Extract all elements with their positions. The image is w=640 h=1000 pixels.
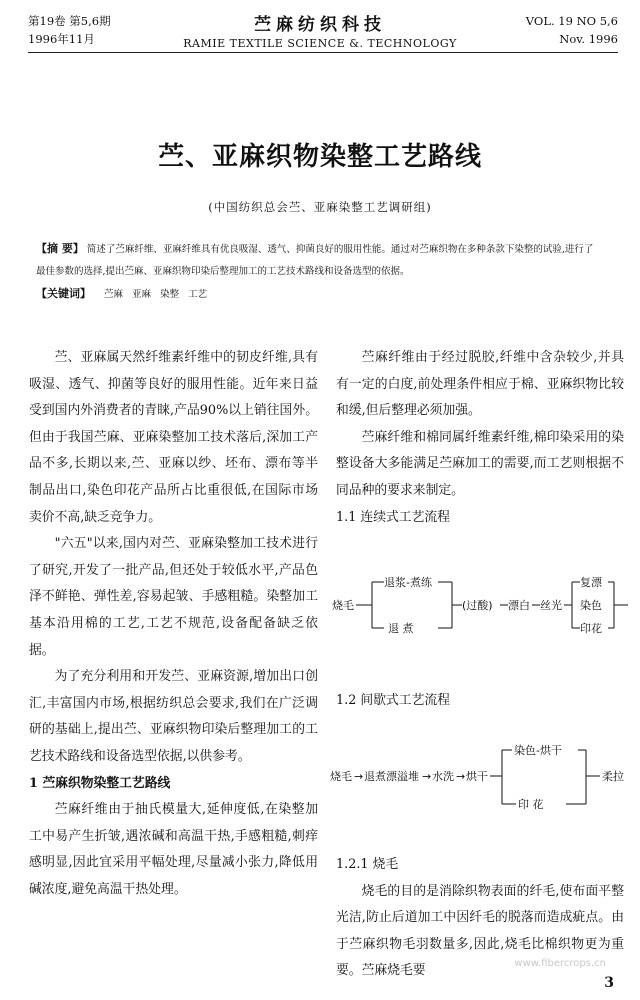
article-title: 苎、亚麻织物染整工艺路线 <box>157 142 482 172</box>
flow1-option-rebleach: 复漂 <box>580 576 602 589</box>
flow1-upper-branch: 退浆-煮练 <box>384 576 432 589</box>
subsection-1-2 <box>336 688 624 715</box>
right-paragraph-3: 烧毛的目的是消除织物表面的纤毛,使布面平整光洁,防止后道加工中因纤毛的脱落而造成疵点。由于苎麻织物毛羽数量多,因此,烧毛比棉织物更为重要。苎麻烧毛要 <box>336 883 624 979</box>
flow1-option-print: 印花 <box>580 622 602 635</box>
subsection-heading-1-1: 1.1 连续式工艺流程 <box>336 509 450 525</box>
header-volume-cn: 第19卷 第5,6期 <box>28 14 111 28</box>
flow1-start: 烧毛 <box>332 599 354 612</box>
header-rule <box>28 52 618 53</box>
abstract-text: 简述了苎麻纤维、亚麻纤维具有优良吸湿、透气、抑菌良好的服用性能。通过对苎麻织物在多种条款下染整的试验,进行了最佳参数的选择,提出苎麻、亚麻织物印染后整理加工的工艺技术路线和设备选型的依据。 <box>36 244 594 277</box>
left-paragraph-2: "六五"以来,国内对苎、亚麻染整加工技术进行了研究,开发了一批产品,但还处于较低水平,产品色泽不鲜艳、弹性差,容易起皱、手感粗糙。染整加工基本沿用棉的工艺,工艺不规范,设备配备缺乏依据。 <box>29 536 318 658</box>
keywords-text: 苎麻 亚麻 染整 工艺 <box>104 289 208 300</box>
abstract-block <box>36 238 602 306</box>
left-column <box>29 345 318 903</box>
left-paragraph-4: 苎麻纤维由于抽氏模量大,延伸度低,在染整加工中易产生折皱,遇浓碱和高温干热,手感粗糙,刺痒感明显,因此宜采用平幅处理,尽量减小张力,降低用碱浓度,避免高温干热处理。 <box>29 802 318 897</box>
flow2-upper-branch: 染色-烘干 <box>514 744 562 757</box>
journal-title-en: RAMIE TEXTILE SCIENCE &. TECHNOLOGY <box>183 37 457 50</box>
flow1-mercerize: 丝光 <box>540 599 562 612</box>
flow1-option-dye: 染色 <box>580 599 602 612</box>
left-paragraph-3: 为了充分利用和开发苎、亚麻资源,增加出口创汇,丰富国内市场,根据纺织总会要求,我们在广泛调研的基础上,提出苎、亚麻织物印染后整理加工的工艺技术路线和设备选型依据,以供参考。 <box>29 669 318 764</box>
flow2-start: 烧毛 <box>330 770 352 783</box>
continuous-process-flowchart <box>332 570 632 644</box>
keywords-label: 【关键词】 <box>36 287 91 300</box>
right-column <box>336 345 624 531</box>
flow2-dry: 烘干 <box>466 770 488 783</box>
subsection-heading-1-2: 1.2 间歇式工艺流程 <box>336 693 450 708</box>
journal-title-cn: 苎麻纺织科技 <box>254 15 386 35</box>
subsection-heading-1-2-1: 1.2.1 烧毛 <box>336 857 399 872</box>
header-date-en: Nov. 1996 <box>559 32 618 46</box>
left-paragraph-1: 苎、亚麻属天然纤维素纤维中的韧皮纤维,具有吸湿、透气、抑菌等良好的服用性能。近年来日益受到国内外消费者的青睐,产品90%以上销往国外。但由于我国苎麻、亚麻染整加工技术落后,深加工产品不多,长期以来,苎、亚麻以纱、坯布、漂布等半制品出口,染色印花产品所占比重很低,在国际市场卖价不高,缺乏竞争力。 <box>29 350 318 525</box>
right-paragraph-1: 苎麻纤维由于经过脱胶,纤维中含杂较少,并具有一定的白度,前处理条件相应于棉、亚麻织物比较和缓,但后整理必须加强。 <box>336 350 624 419</box>
flow1-lower-branch: 退 煮 <box>388 622 414 635</box>
svg-text:→: → <box>422 770 432 783</box>
header-issue-en <box>526 12 618 48</box>
article-author: (中国纺织总会苎、亚麻染整工艺调研组) <box>208 200 432 214</box>
svg-text:→: → <box>456 770 466 783</box>
flow2-end: 柔拉 <box>602 770 624 783</box>
watermark: www.fibercrops.cn <box>514 958 606 969</box>
header-volume-en: VOL. 19 NO 5,6 <box>525 14 618 28</box>
page-number: 3 <box>604 975 614 991</box>
flow2-desize-scour-bleach: 退煮漂溢堆 <box>364 770 419 783</box>
section-heading-1: 1 苎麻织物染整工艺路线 <box>29 775 171 791</box>
right-paragraph-2: 苎麻纤维和棉同属纤维素纤维,棉印染采用的染整设备大多能满足苎麻加工的需要,而工艺则根据不同品种的要求来制定。 <box>336 429 624 498</box>
batch-process-flowchart <box>330 738 630 822</box>
svg-text:→: → <box>354 770 364 783</box>
flow2-wash: 水洗 <box>432 770 454 783</box>
flow1-acid: (过酸) <box>462 599 493 612</box>
flow2-lower-branch: 印 花 <box>518 798 544 811</box>
flow1-bleach: 漂白 <box>508 599 530 612</box>
abstract-label: 【摘 要】 <box>36 242 84 255</box>
header-date-cn: 1996年11月 <box>28 32 95 46</box>
